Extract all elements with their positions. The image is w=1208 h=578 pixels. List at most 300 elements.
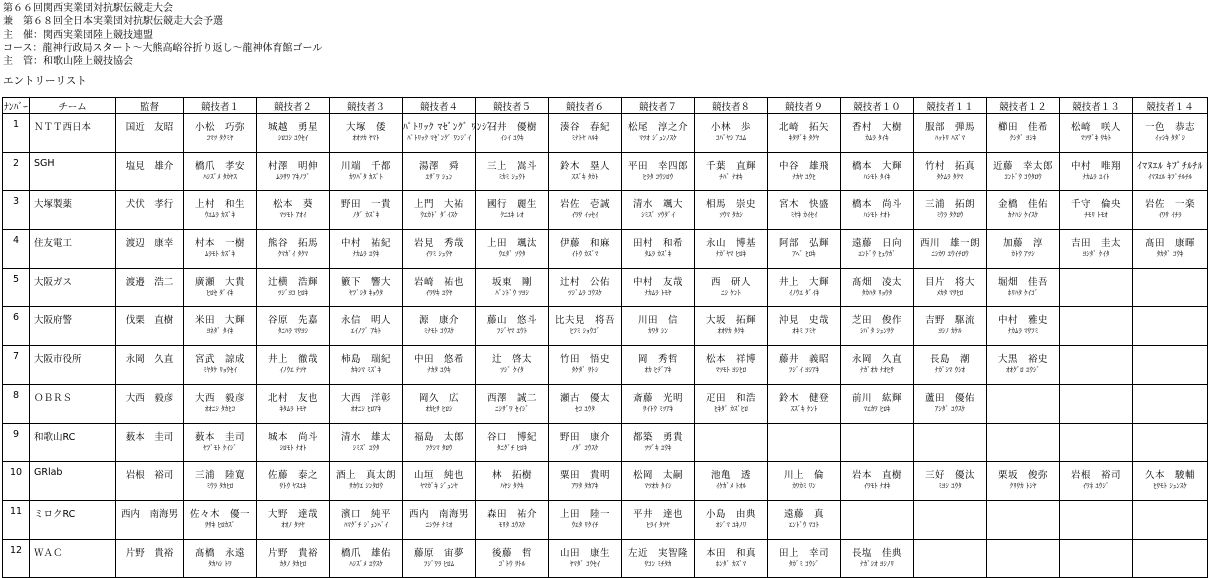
team-name: 住友電工 bbox=[30, 230, 116, 269]
athlete-name: 大塚 倭 bbox=[345, 122, 386, 133]
athlete-cell bbox=[1060, 423, 1133, 462]
athlete-name: 粟田 貴明 bbox=[559, 470, 610, 482]
athlete-kana: ﾊﾟﾄﾘｯｸ ﾏｾﾞﾝｸﾞ ﾜﾝｼﾞｲ bbox=[407, 134, 471, 142]
team-number: 7 bbox=[3, 346, 30, 385]
athlete-kana: ｲｯｼｷ ﾀﾀﾞｼ bbox=[1154, 134, 1186, 142]
coach-name: 犬伏 孝行 bbox=[116, 191, 184, 230]
entry-list-title: エントリーリスト bbox=[3, 75, 87, 87]
athlete-cell bbox=[184, 384, 257, 423]
athlete-name: 長島 潮 bbox=[929, 354, 970, 366]
column-header: 競技者１０ bbox=[841, 98, 914, 114]
athlete-cell bbox=[1060, 500, 1133, 539]
athlete-cell bbox=[768, 268, 841, 307]
athlete-name: 平田 幸四郎 bbox=[627, 160, 688, 172]
athlete-cell bbox=[476, 539, 549, 578]
athlete-name: 源 康介 bbox=[418, 315, 459, 327]
athlete-name: 長塩 佳典 bbox=[851, 547, 902, 559]
athlete-name: 林 拓樹 bbox=[491, 470, 532, 482]
athlete-name: 上田 颯汰 bbox=[486, 238, 537, 250]
athlete-kana: ｼﾊﾞﾀ ｼｭﾝｻｸ bbox=[860, 327, 894, 336]
athlete-kana: ｶﾅﾊｼ ｹｲｽｹ bbox=[1007, 211, 1039, 220]
athlete-kana: ｼﾐｽﾞ ｿｳﾀﾞｲ bbox=[641, 211, 675, 220]
athlete-cell bbox=[476, 423, 549, 462]
athlete-name: 永山 博基 bbox=[705, 238, 756, 250]
athlete-name: 比夫見 将吾 bbox=[554, 315, 615, 327]
athlete-name: 湯澤 舜 bbox=[418, 160, 459, 172]
athlete-name: 小林 歩 bbox=[710, 122, 751, 133]
athlete-name: 吉野 駆流 bbox=[924, 315, 975, 327]
athlete-kana: ｸｼﾀﾞ ﾖｼｷ bbox=[1009, 134, 1037, 142]
athlete-cell bbox=[330, 346, 403, 385]
athlete-cell bbox=[1060, 230, 1133, 269]
team-name: ＯＢＲＳ bbox=[30, 384, 116, 423]
athlete-name: 小松 巧弥 bbox=[194, 122, 245, 133]
athlete-cell bbox=[1133, 539, 1208, 578]
athlete-kana: ｻｺﾝ ﾐﾁﾀｶ bbox=[644, 559, 672, 568]
athlete-kana: ｽｽﾞｷ ﾀｶﾄ bbox=[571, 172, 599, 181]
athlete-kana: ｲﾏﾇｴﾙ ｷﾌﾟﾁﾙﾁﾙ bbox=[1147, 172, 1193, 181]
athlete-kana: ｽｽﾞｷ ｹﾝﾄ bbox=[790, 404, 818, 413]
athlete-cell bbox=[476, 268, 549, 307]
event-title: 第６６回関西実業団対抗駅伝競走大会 bbox=[3, 3, 173, 14]
table-row bbox=[3, 539, 1208, 578]
athlete-cell bbox=[1060, 539, 1133, 578]
athlete-name: 清水 颯大 bbox=[632, 199, 683, 211]
athlete-cell bbox=[914, 346, 987, 385]
athlete-name: 辻 啓太 bbox=[491, 354, 532, 366]
athlete-kana: ﾌｼﾞｲ ﾖｼｱｷ bbox=[788, 366, 820, 375]
table-row bbox=[3, 384, 1208, 423]
athlete-cell bbox=[695, 346, 768, 385]
team-name: 大塚製薬 bbox=[30, 191, 116, 230]
column-header: 競技者５ bbox=[476, 98, 549, 114]
athlete-name: 橋本 尚斗 bbox=[851, 199, 902, 211]
athlete-name: 沖見 史哉 bbox=[778, 315, 829, 327]
athlete-name: 香村 大樹 bbox=[851, 122, 902, 133]
column-header: チーム bbox=[30, 98, 116, 114]
athlete-cell bbox=[914, 539, 987, 578]
athlete-kana: ﾀｶﾊﾀ ﾘｮｳﾀ bbox=[861, 288, 893, 297]
athlete-kana: ｼﾐｽﾞ ﾕｳﾀ bbox=[352, 443, 380, 452]
athlete-cell bbox=[184, 307, 257, 346]
athlete-kana: ｶﾄｳ ｱﾂｼ bbox=[1011, 250, 1035, 259]
athlete-kana: ﾆｼｻﾞﾜ ｾｲｼﾞ bbox=[495, 404, 529, 413]
athlete-cell bbox=[1060, 191, 1133, 230]
athlete-kana: ｵｶﾋｻ ﾋﾛｼ bbox=[425, 404, 453, 413]
athlete-cell bbox=[403, 500, 476, 539]
athlete-cell bbox=[184, 114, 257, 153]
athlete-cell bbox=[330, 462, 403, 501]
table-row bbox=[3, 114, 1208, 153]
athlete-cell bbox=[622, 384, 695, 423]
athlete-cell bbox=[987, 152, 1060, 191]
athlete-name: 薮本 圭司 bbox=[194, 431, 245, 443]
athlete-cell bbox=[257, 114, 330, 153]
athlete-kana: ﾌｼﾞﾜﾗ ﾋﾛﾑ bbox=[423, 559, 455, 568]
table-header-row bbox=[3, 98, 1208, 114]
athlete-cell bbox=[476, 462, 549, 501]
athlete-cell bbox=[549, 114, 622, 153]
athlete-kana: ｵｵｸﾞﾛ ﾕｳｼﾞ bbox=[1006, 366, 1040, 375]
team-number: 8 bbox=[3, 384, 30, 423]
athlete-cell bbox=[184, 191, 257, 230]
event-subtitle: 兼 第６８回全日本実業団対抗駅伝競走大会予選 bbox=[3, 16, 223, 28]
athlete-cell bbox=[549, 152, 622, 191]
athlete-kana: ﾀｹﾑﾗ ﾀｸﾏ bbox=[936, 172, 964, 181]
athlete-cell bbox=[549, 307, 622, 346]
athlete-cell bbox=[914, 152, 987, 191]
athlete-kana: ﾐｳﾗ ﾀｸﾛｳ bbox=[936, 211, 964, 220]
athlete-name: 橋本 大輝 bbox=[851, 160, 902, 172]
athlete-kana: ﾑﾗｻﾜ ｱｷﾉﾌﾞ bbox=[276, 172, 310, 181]
athlete-name: 坂東 剛 bbox=[491, 276, 532, 288]
athlete-cell bbox=[1133, 462, 1208, 501]
athlete-name: 橋爪 孝安 bbox=[194, 160, 245, 172]
athlete-cell bbox=[403, 191, 476, 230]
athlete-kana: ﾐﾅﾄﾔ ﾊﾙｷ bbox=[571, 134, 599, 142]
athlete-name: 岩本 直樹 bbox=[851, 470, 902, 482]
athlete-cell bbox=[695, 539, 768, 578]
athlete-name: 松崎 咲人 bbox=[1070, 122, 1121, 133]
athlete-kana: ﾋｷﾀﾞ ｶｽﾞﾋﾛ bbox=[714, 404, 748, 413]
athlete-name: 中村 友哉 bbox=[632, 276, 683, 288]
athlete-kana: ｵｵﾉ ﾀﾂﾔ bbox=[281, 520, 305, 529]
column-header: 競技者６ bbox=[549, 98, 622, 114]
athlete-kana: ｿｳﾏ ﾀｶｼ bbox=[719, 211, 743, 220]
athlete-cell bbox=[330, 384, 403, 423]
athlete-cell bbox=[330, 230, 403, 269]
athlete-cell bbox=[257, 230, 330, 269]
athlete-name: 上門 大祐 bbox=[413, 199, 464, 211]
athlete-kana: ﾖｼﾉ ｶｹﾙ bbox=[938, 327, 962, 336]
athlete-kana: ｶﾑﾗ ﾀｲｷ bbox=[865, 134, 889, 142]
athlete-kana: ｲﾜｻ ｲﾁﾗ bbox=[1158, 211, 1182, 220]
coach-name: 西内 南海男 bbox=[116, 500, 184, 539]
athlete-name: 疋田 和浩 bbox=[705, 392, 756, 404]
team-number: 5 bbox=[3, 268, 30, 307]
athlete-cell bbox=[403, 384, 476, 423]
athlete-kana: ｺﾏﾂ ﾀｸﾐﾔ bbox=[206, 134, 234, 142]
athlete-name: 岩崎 祐也 bbox=[413, 276, 464, 288]
athlete-cell bbox=[768, 191, 841, 230]
athlete-name: 久本 駿輔 bbox=[1144, 470, 1195, 482]
table-row bbox=[3, 191, 1208, 230]
athlete-cell bbox=[1060, 268, 1133, 307]
athlete-cell bbox=[184, 230, 257, 269]
table-row bbox=[3, 423, 1208, 462]
athlete-cell bbox=[549, 462, 622, 501]
athlete-cell bbox=[476, 230, 549, 269]
athlete-cell bbox=[914, 230, 987, 269]
athlete-kana: ﾀｶﾞﾐ ｺｳｼﾞ bbox=[788, 559, 820, 568]
team-number: 4 bbox=[3, 230, 30, 269]
athlete-kana: ﾋﾌﾐ ｼｮｳｺﾞ bbox=[569, 327, 601, 336]
athlete-kana: ｻｻｷ ﾋﾛｶｽﾞ bbox=[204, 520, 236, 529]
athlete-kana: ｵｵﾆｼ ﾀｶﾋｺ bbox=[204, 404, 236, 413]
athlete-name: 松本 祥博 bbox=[705, 354, 756, 366]
athlete-cell bbox=[987, 268, 1060, 307]
team-name: 大阪ガス bbox=[30, 268, 116, 307]
athlete-name: 千守 倫央 bbox=[1070, 199, 1121, 211]
athlete-kana: ｳｴﾀﾞ ｿｳﾀ bbox=[498, 250, 526, 259]
athlete-kana: ｶﾜﾊﾞﾀ ｶｽﾞﾄ bbox=[349, 172, 383, 181]
athlete-kana: ｶｷｼﾏ ﾐｽﾞｷ bbox=[350, 366, 382, 375]
athlete-name: 大野 達哉 bbox=[267, 508, 318, 520]
athlete-name: 上村 和生 bbox=[194, 199, 245, 211]
athlete-name: 濱口 純平 bbox=[340, 508, 391, 520]
athlete-cell bbox=[403, 462, 476, 501]
team-name: 大阪府警 bbox=[30, 307, 116, 346]
athlete-kana: ﾐﾖｼ ﾕｳﾀ bbox=[938, 482, 962, 491]
athlete-name: 宮木 快盛 bbox=[778, 199, 829, 211]
athlete-cell bbox=[768, 539, 841, 578]
athlete-name: 上田 陸一 bbox=[559, 508, 610, 520]
athlete-name: 一色 恭志 bbox=[1144, 122, 1195, 133]
coach-name: 塩見 雄介 bbox=[116, 152, 184, 191]
athlete-kana: ﾏｴｶﾜ ﾋﾛｷ bbox=[863, 404, 891, 413]
athlete-name: 堀畑 佳吾 bbox=[997, 276, 1048, 288]
athlete-kana: ｾｺ ﾕｳﾀ bbox=[575, 404, 595, 413]
athlete-kana: ﾋｻﾓﾄ ｼｭﾝｽｹ bbox=[1153, 482, 1187, 491]
athlete-cell bbox=[622, 346, 695, 385]
athlete-cell bbox=[914, 268, 987, 307]
athlete-cell bbox=[257, 268, 330, 307]
athlete-cell bbox=[768, 307, 841, 346]
athlete-cell bbox=[403, 230, 476, 269]
athlete-name: 髙田 康暉 bbox=[1144, 238, 1195, 250]
team-number: 9 bbox=[3, 423, 30, 462]
athlete-name: 櫛田 佳希 bbox=[997, 122, 1048, 133]
athlete-kana: ﾌｸｼﾏ ﾀﾛｳ bbox=[425, 443, 453, 452]
athlete-kana: ｲﾉｳｴ ﾀﾞｲｷ bbox=[788, 288, 820, 297]
athlete-kana: ﾀﾆｸﾞﾁ ﾋﾛｷ bbox=[496, 443, 528, 452]
athlete-cell bbox=[403, 152, 476, 191]
athlete-name: 目片 将大 bbox=[924, 276, 975, 288]
athlete-cell bbox=[695, 152, 768, 191]
athlete-cell bbox=[987, 462, 1060, 501]
athlete-kana: ｳｴﾑﾗ ｶｽﾞｷ bbox=[204, 211, 236, 220]
athlete-kana: ｺﾊﾞﾔｼ ｱﾕﾑ bbox=[715, 134, 747, 142]
athlete-kana: ﾂｼﾞﾑﾗ ｺｳｽｹ bbox=[568, 288, 602, 297]
athlete-cell bbox=[768, 384, 841, 423]
athlete-name: 遠藤 日向 bbox=[851, 238, 902, 250]
athlete-name: 中田 悠希 bbox=[413, 354, 464, 366]
team-name: GRlab bbox=[30, 462, 116, 501]
coach-name: 岩根 裕司 bbox=[116, 462, 184, 501]
athlete-name: 蘆田 優佑 bbox=[924, 392, 975, 404]
athlete-name: 片野 貴裕 bbox=[267, 547, 318, 559]
athlete-kana: ｵｶ ﾋﾃﾞｱｷ bbox=[644, 366, 672, 375]
athlete-kana: ｷﾀｻﾞｷ ﾀｸﾔ bbox=[788, 134, 820, 142]
athlete-kana: ｸﾆﾕｷ ﾚｵ bbox=[500, 211, 524, 220]
column-header: 競技者３ bbox=[330, 98, 403, 114]
athlete-name: 川上 倫 bbox=[783, 470, 824, 482]
athlete-kana: ﾓﾘﾀ ﾕｳｽｹ bbox=[498, 520, 526, 529]
athlete-name: 三上 嵩斗 bbox=[486, 160, 537, 172]
athlete-name: 佐々木 優一 bbox=[189, 508, 250, 520]
athlete-name: 近藤 幸太郎 bbox=[992, 160, 1053, 172]
team-name: 和歌山RC bbox=[30, 423, 116, 462]
athlete-name: 松尾 淳之介 bbox=[627, 122, 688, 133]
athlete-kana: ﾅｶﾑﾗ ﾕｲﾄ bbox=[1082, 172, 1110, 181]
athlete-name: 阿部 弘輝 bbox=[778, 238, 829, 250]
athlete-name: 鈴木 塁人 bbox=[559, 160, 610, 172]
athlete-kana: ﾂﾂﾞｷ ﾕｳｷ bbox=[644, 443, 672, 452]
athlete-cell bbox=[695, 384, 768, 423]
coach-name: 薮本 圭司 bbox=[116, 423, 184, 462]
athlete-cell bbox=[622, 152, 695, 191]
athlete-cell bbox=[549, 346, 622, 385]
athlete-cell bbox=[987, 114, 1060, 153]
athlete-name: 橋爪 雄佑 bbox=[340, 547, 391, 559]
athlete-cell bbox=[476, 152, 549, 191]
athlete-cell bbox=[330, 268, 403, 307]
column-header: 競技者１ bbox=[184, 98, 257, 114]
athlete-kana: ﾐﾔﾀｹ ﾘｮｳｾｲ bbox=[203, 366, 237, 375]
athlete-cell bbox=[1133, 384, 1208, 423]
athlete-kana: ｷﾀﾑﾗ ﾄﾓﾔ bbox=[279, 404, 307, 413]
athlete-cell bbox=[1060, 384, 1133, 423]
athlete-cell bbox=[914, 114, 987, 153]
athlete-cell bbox=[184, 423, 257, 462]
athlete-name: 酒上 真太朗 bbox=[335, 470, 396, 482]
athlete-name: 川端 千都 bbox=[340, 160, 391, 172]
athlete-cell bbox=[622, 268, 695, 307]
column-header: 監督 bbox=[116, 98, 184, 114]
athlete-name: 佐藤 泰之 bbox=[267, 470, 318, 482]
column-header: 競技者９ bbox=[768, 98, 841, 114]
athlete-cell bbox=[622, 307, 695, 346]
athlete-name: 松岡 太嗣 bbox=[632, 470, 683, 482]
athlete-kana: ｸﾘｻｶ ﾄｼﾔ bbox=[1009, 482, 1037, 491]
athlete-cell bbox=[622, 462, 695, 501]
athlete-name: 加藤 淳 bbox=[1002, 238, 1043, 250]
athlete-name: 三好 優汰 bbox=[924, 470, 975, 482]
athlete-kana: ﾀｹﾀﾞ ｻﾄｼ bbox=[571, 366, 599, 375]
athlete-name: ﾊﾟﾄﾘｯｸ ﾏｾﾞﾝｸﾞ ﾜﾝｼﾞｲ bbox=[403, 122, 498, 133]
athlete-kana: ｱﾍﾞ ﾋﾛｷ bbox=[792, 250, 816, 259]
athlete-kana: ｺﾞﾄｳ ｻﾄﾙ bbox=[498, 559, 526, 568]
athlete-name: 村澤 明伸 bbox=[267, 160, 318, 172]
athlete-name: 宮武 諒成 bbox=[194, 354, 245, 366]
athlete-cell bbox=[330, 307, 403, 346]
athlete-cell bbox=[1133, 307, 1208, 346]
athlete-name: 髙橋 永遠 bbox=[194, 547, 245, 559]
athlete-name: 柿島 瑞紀 bbox=[340, 354, 391, 366]
athlete-cell bbox=[622, 230, 695, 269]
athlete-cell bbox=[1133, 268, 1208, 307]
athlete-kana: ｲｹｶﾞﾒ ﾄｵﾙ bbox=[715, 482, 747, 491]
athlete-cell bbox=[1133, 500, 1208, 539]
athlete-cell bbox=[330, 500, 403, 539]
athlete-name: 野田 一貴 bbox=[340, 199, 391, 211]
athlete-name: 井上 徹哉 bbox=[267, 354, 318, 366]
athlete-cell bbox=[914, 307, 987, 346]
athlete-cell bbox=[476, 191, 549, 230]
athlete-kana: ﾐﾔｷ ｶｲｾｲ bbox=[790, 211, 818, 220]
athlete-kana: ｶﾜﾀ ｼﾝ bbox=[648, 327, 668, 336]
column-header: 競技者１１ bbox=[914, 98, 987, 114]
athlete-kana: ｲﾜﾐ ｼｭｳﾔ bbox=[425, 250, 453, 259]
coach-name: 片野 貴裕 bbox=[116, 539, 184, 578]
table-row bbox=[3, 268, 1208, 307]
team-name: ミロクRC bbox=[30, 500, 116, 539]
table-row bbox=[3, 462, 1208, 501]
athlete-name: 松本 葵 bbox=[272, 199, 313, 211]
athlete-kana: ﾀｶﾊｼ ﾄﾜ bbox=[208, 559, 232, 568]
team-number: 12 bbox=[3, 539, 30, 578]
athlete-cell bbox=[622, 423, 695, 462]
team-name: 大阪市役所 bbox=[30, 346, 116, 385]
athlete-cell bbox=[987, 423, 1060, 462]
coach-name: 永岡 久直 bbox=[116, 346, 184, 385]
athlete-kana: ｶﾜｶﾐ ﾘﾝ bbox=[792, 482, 816, 491]
athlete-cell bbox=[184, 500, 257, 539]
column-header: ﾅﾝﾊﾞｰ bbox=[3, 98, 30, 114]
athlete-cell bbox=[1060, 462, 1133, 501]
athlete-name: 大黒 裕史 bbox=[997, 354, 1048, 366]
athlete-name: 都築 勇貴 bbox=[632, 431, 683, 443]
athlete-kana: ｲﾜｻ ｲｯｾｲ bbox=[571, 211, 599, 220]
athlete-kana: ｲﾜﾈ ﾕｳｼﾞ bbox=[1082, 482, 1110, 491]
athlete-kana: ﾒｶﾀ ﾏｻﾋﾛ bbox=[936, 288, 964, 297]
athlete-kana: ﾔﾌﾞｼﾀ ｷｮｳﾀ bbox=[349, 288, 383, 297]
athlete-cell bbox=[914, 423, 987, 462]
athlete-kana: ﾏﾂｻﾞｷ ｻｷﾄ bbox=[1080, 134, 1112, 142]
athlete-cell bbox=[549, 191, 622, 230]
athlete-cell bbox=[768, 152, 841, 191]
athlete-name: 西川 雄一朗 bbox=[919, 238, 980, 250]
athlete-name: 髙畑 凌太 bbox=[851, 276, 902, 288]
athlete-name: 本田 和真 bbox=[705, 547, 756, 559]
athlete-cell bbox=[987, 539, 1060, 578]
athlete-cell bbox=[257, 500, 330, 539]
athlete-name: 城越 勇星 bbox=[267, 122, 318, 133]
athlete-kana: ｴﾝﾄﾞｳ ﾏｺﾄ bbox=[788, 520, 820, 529]
athlete-cell bbox=[841, 462, 914, 501]
athlete-cell bbox=[841, 152, 914, 191]
athlete-kana: ｱｼﾀﾞ ﾕｳｽｹ bbox=[934, 404, 966, 413]
athlete-cell bbox=[841, 346, 914, 385]
coach-name: 大西 毅彦 bbox=[116, 384, 184, 423]
athlete-cell bbox=[914, 191, 987, 230]
athlete-kana: ｳｴｶﾄﾞ ﾀﾞｲｽｹ bbox=[420, 211, 458, 220]
athlete-cell bbox=[184, 539, 257, 578]
athlete-name: 平井 達也 bbox=[632, 508, 683, 520]
athlete-kana: ﾏﾂﾓﾄ ｱｵｲ bbox=[279, 211, 307, 220]
athlete-cell bbox=[1060, 152, 1133, 191]
athlete-kana: ｴｲﾉﾌﾞ ｱｷﾄ bbox=[350, 327, 382, 336]
athlete-kana: ﾋﾛｾ ﾀﾞｲｷ bbox=[206, 288, 234, 297]
athlete-name: 瀬古 優太 bbox=[559, 392, 610, 404]
athlete-kana: ﾁﾊﾞ ﾅｵｷ bbox=[719, 172, 743, 181]
athlete-kana: ｵｵﾆｼ ﾋﾛｱｷ bbox=[350, 404, 382, 413]
athlete-name: 北村 友也 bbox=[267, 392, 318, 404]
athlete-name: 伊藤 和麻 bbox=[559, 238, 610, 250]
athlete-cell bbox=[330, 191, 403, 230]
athlete-cell bbox=[987, 384, 1060, 423]
athlete-cell bbox=[549, 500, 622, 539]
athlete-cell bbox=[841, 114, 914, 153]
athlete-name: 大坂 拓輝 bbox=[705, 315, 756, 327]
athlete-kana: ｼﾛｺｼ ﾕｳｾｲ bbox=[277, 134, 309, 142]
athlete-name: 村本 一樹 bbox=[194, 238, 245, 250]
coach-name: 渡邉 浩二 bbox=[116, 268, 184, 307]
athlete-kana: ﾅｶﾞｼｵ ﾖｼﾉﾘ bbox=[860, 559, 894, 568]
athlete-name: 芝田 俊作 bbox=[851, 315, 902, 327]
athlete-kana: ﾅｶﾔ ﾕｳﾋ bbox=[792, 172, 816, 181]
athlete-cell bbox=[695, 307, 768, 346]
